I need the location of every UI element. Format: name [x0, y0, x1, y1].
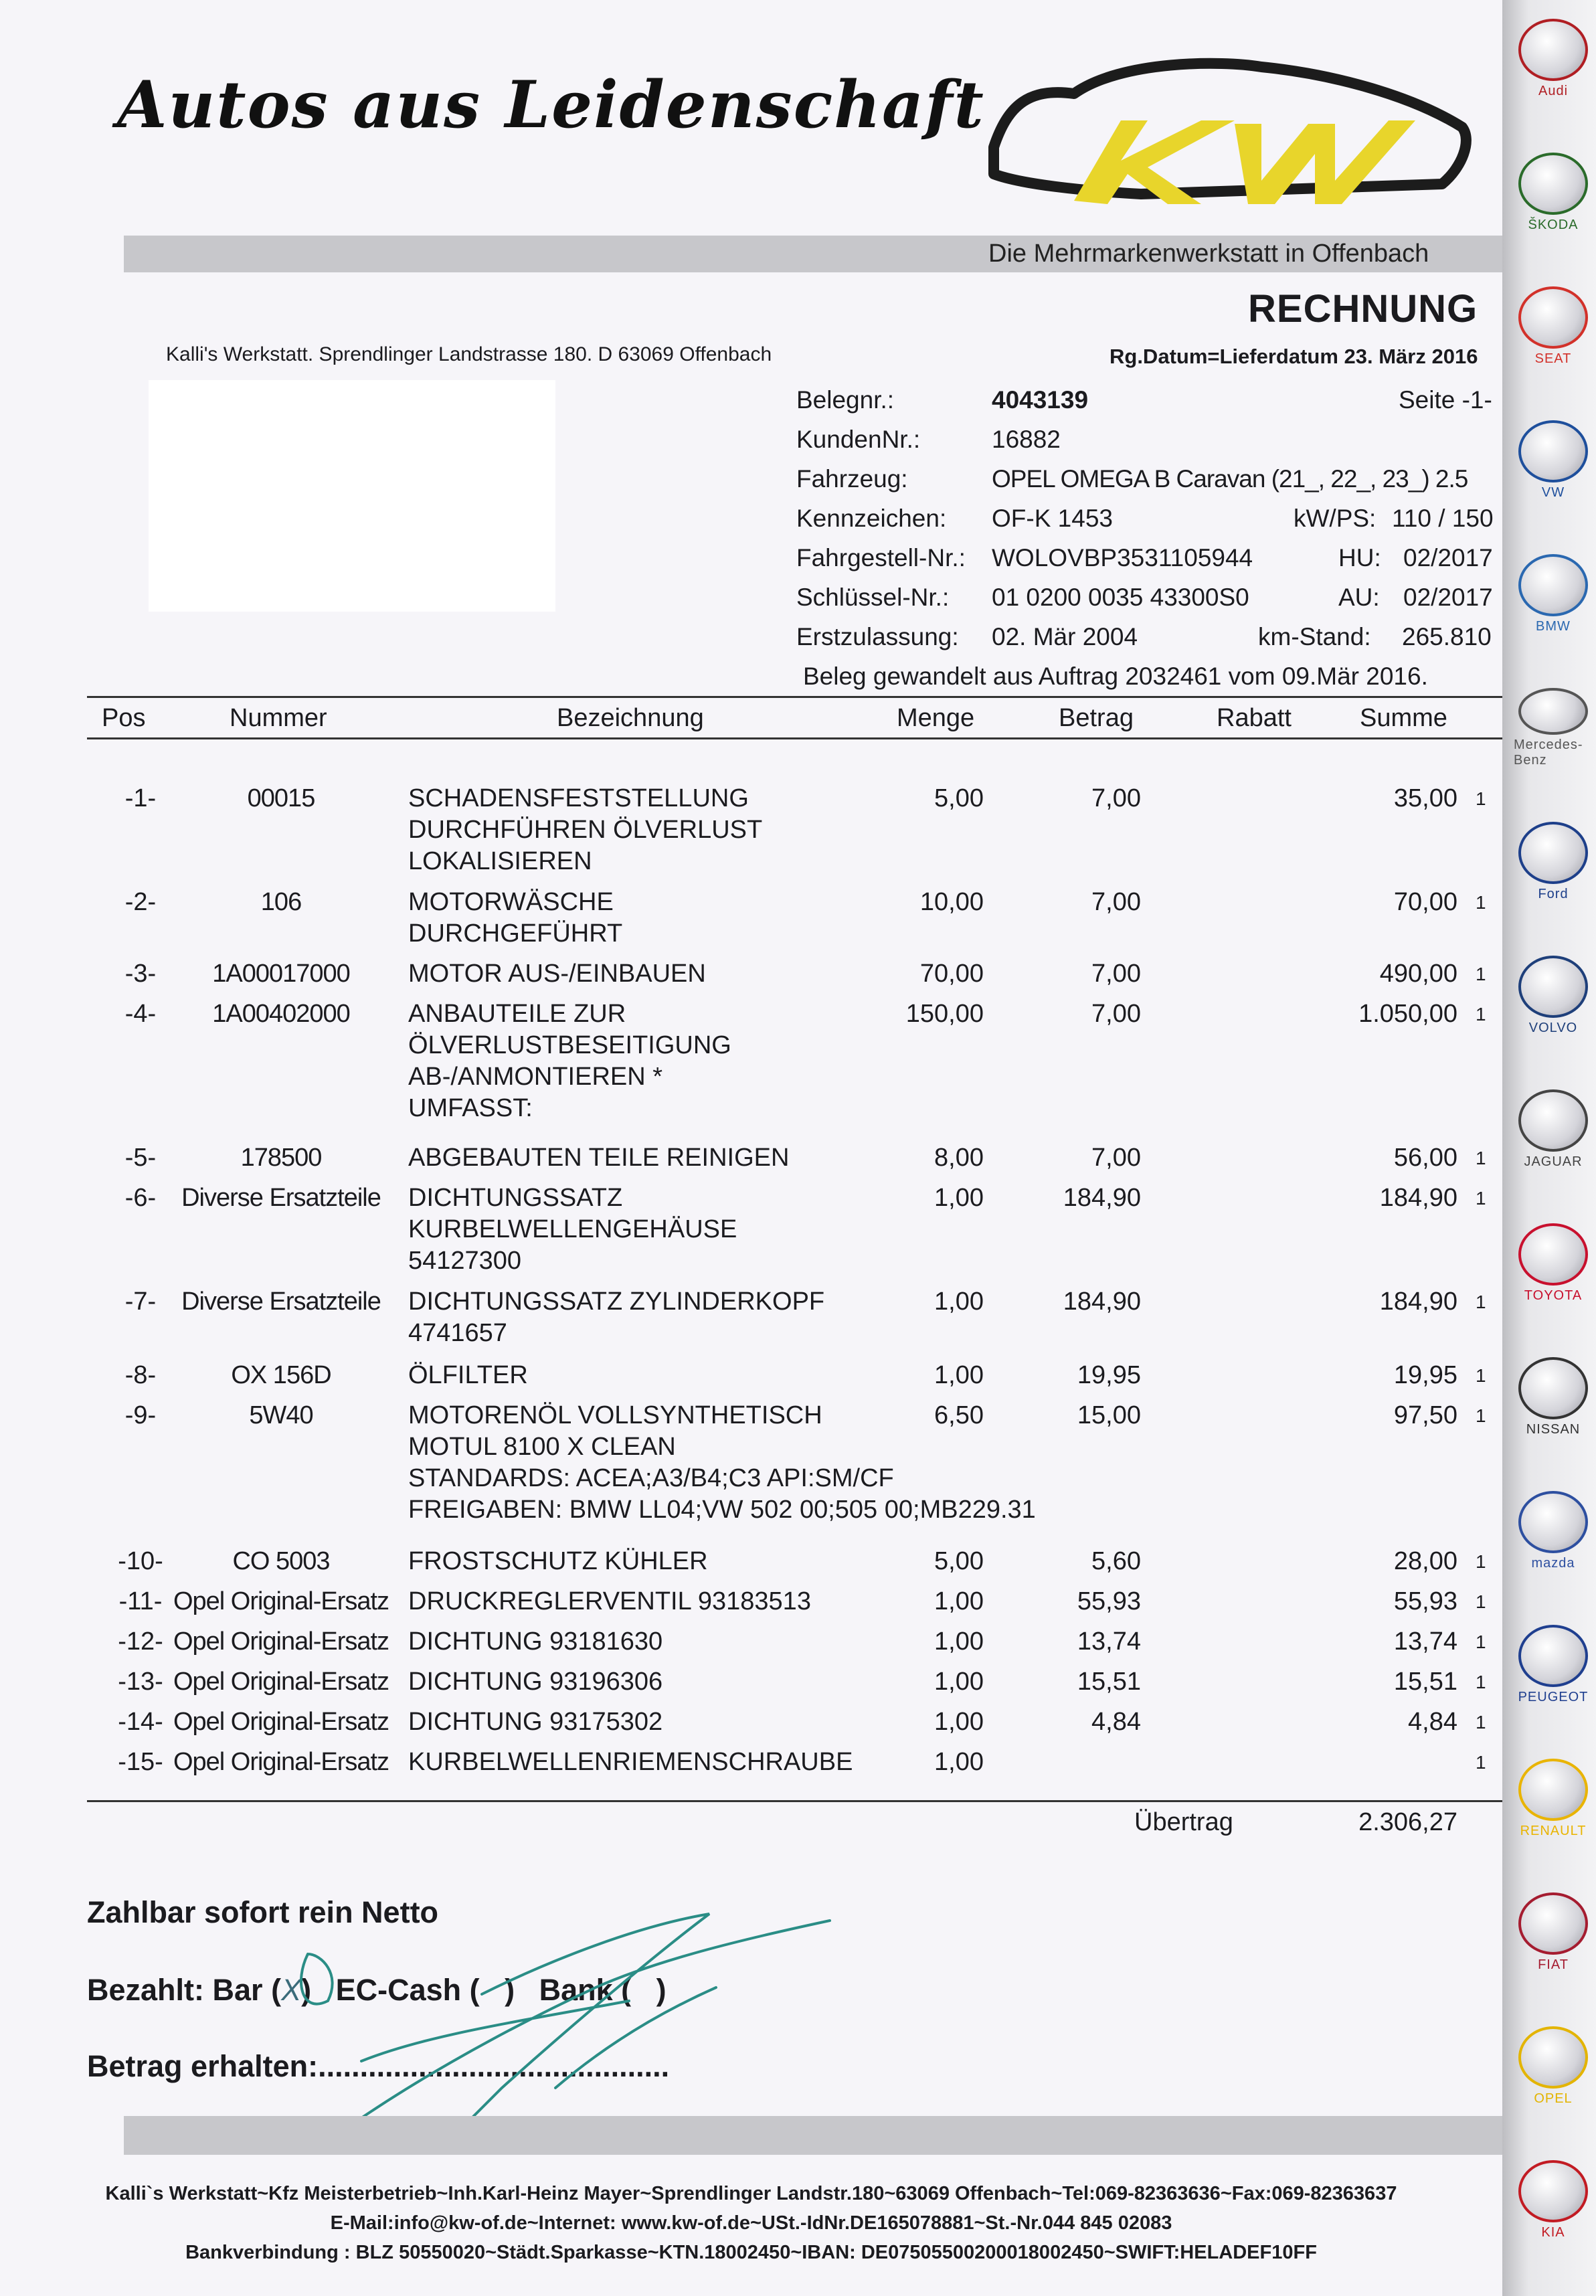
volvo-icon: [1518, 956, 1588, 1018]
row-bezeichnung-line: ANBAUTEILE ZUR: [408, 1000, 626, 1028]
row-nummer: 00015: [247, 784, 315, 812]
brand-label: PEUGEOT: [1518, 1690, 1589, 1704]
seat-icon: [1518, 286, 1588, 349]
footer-line-2: E-Mail:info@kw-of.de~Internet: www.kw-of.de~USt.-IdNr.DE165078881~St.-Nr.044 845 02083: [330, 2212, 1172, 2234]
row-pos: -8-: [124, 1361, 157, 1389]
row-bezeichnung-line: DICHTUNGSSATZ ZYLINDERKOPF: [408, 1288, 825, 1316]
row-bezeichnung-line: KURBELWELLENGEHÄUSE: [408, 1215, 737, 1243]
brand-label: KIA: [1541, 2225, 1565, 2240]
row-summe: 28,00: [1393, 1547, 1457, 1575]
brand-logo: [1514, 2160, 1593, 2240]
brand-logo: [1514, 2026, 1593, 2107]
row-bezeichnung-line: 4741657: [408, 1319, 507, 1347]
brand-label: TOYOTA: [1524, 1288, 1583, 1303]
redacted-address: [149, 380, 555, 612]
skoda-icon: [1518, 153, 1588, 215]
brand-label: BMW: [1536, 619, 1571, 634]
row-menge: 70,00: [919, 960, 984, 988]
vw-icon: [1518, 420, 1588, 482]
uebertrag-label: Übertrag: [1134, 1808, 1233, 1836]
row-bezeichnung-line: SCHADENSFESTSTELLUNG: [408, 784, 749, 812]
mazda-icon: [1518, 1491, 1588, 1553]
row-bezeichnung-line: AB-/ANMONTIEREN *: [408, 1063, 663, 1091]
row-bezeichnung-line: KURBELWELLENRIEMENSCHRAUBE: [408, 1748, 853, 1776]
row-menge: 1,00: [934, 1184, 984, 1212]
row-pos: -15-: [118, 1748, 163, 1776]
row-menge: 150,00: [905, 1000, 984, 1028]
brand-label: ŠKODA: [1528, 217, 1579, 232]
row-bezeichnung-line: DURCHGEFÜHRT: [408, 919, 623, 948]
sender-line: Kalli's Werkstatt. Sprendlinger Landstrasse 180. D 63069 Offenbach: [166, 343, 772, 365]
row-summe: 184,90: [1379, 1288, 1457, 1316]
bar-mark: X: [281, 1973, 302, 2007]
row-menge: 1,00: [934, 1361, 984, 1389]
col-menge: Menge: [897, 704, 975, 732]
row-betrag: 7,00: [1091, 784, 1141, 812]
footer-line-3: Bankverbindung : BLZ 50550020~Städt.Sparkasse~KTN.18002450~IBAN: DE07505500200018002450~SWIFT:HELADEF10FF: [185, 2242, 1317, 2263]
kwps-value: 110 / 150: [1392, 505, 1494, 532]
belegnr-value: 4043139: [992, 386, 1089, 414]
row-flag: 1: [1476, 1551, 1486, 1572]
row-flag: 1: [1476, 1591, 1486, 1612]
row-pos: -11-: [118, 1587, 163, 1615]
peugeot-icon: [1518, 1625, 1588, 1687]
payment-terms: Zahlbar sofort rein Netto: [87, 1895, 439, 1929]
brand-logo: [1514, 1357, 1593, 1437]
amount-received: Betrag erhalten:..........................................: [87, 2049, 670, 2083]
row-bezeichnung-line: FREIGABEN: BMW LL04;VW 502 00;505 00;MB229.31: [408, 1496, 1036, 1524]
row-pos: -3-: [124, 960, 157, 988]
row-betrag: 7,00: [1091, 960, 1141, 988]
fiat-icon: [1518, 1892, 1588, 1955]
ford-oval-icon: [1518, 822, 1588, 884]
row-pos: -13-: [118, 1668, 163, 1696]
brand-logo: [1514, 153, 1593, 233]
belegnr-label: Belegnr.:: [796, 386, 895, 414]
bank-option: Bank ( ): [539, 1973, 667, 2007]
nissan-icon: [1518, 1357, 1588, 1419]
row-bezeichnung-line: MOTORENÖL VOLLSYNTHETISCH: [408, 1401, 822, 1429]
row-flag: 1: [1476, 892, 1486, 913]
au-label: AU:: [1338, 584, 1380, 611]
kwps-label: kW/PS:: [1294, 505, 1377, 532]
row-bezeichnung-line: ÖLFILTER: [408, 1361, 528, 1389]
row-summe: 184,90: [1379, 1184, 1457, 1212]
row-bezeichnung-line: MOTUL 8100 X CLEAN: [408, 1433, 676, 1461]
row-pos: -7-: [124, 1288, 157, 1316]
row-pos: -1-: [124, 784, 157, 812]
au-value: 02/2017: [1403, 584, 1493, 611]
row-summe: 35,00: [1393, 784, 1457, 812]
row-bezeichnung-line: STANDARDS: ACEA;A3/B4;C3 API:SM/CF: [408, 1464, 894, 1492]
row-pos: -2-: [124, 888, 157, 916]
bar-option: Bar (: [212, 1973, 282, 2007]
row-nummer: 106: [260, 888, 302, 916]
fahrgestell-value: WOLOVBP3531105944: [992, 544, 1253, 571]
brand-logo: [1514, 1625, 1593, 1705]
page-number: Seite -1-: [1399, 386, 1492, 414]
erstzulassung-value: 02. Mär 2004: [992, 623, 1138, 650]
row-bezeichnung-line: LOKALISIEREN: [408, 847, 592, 875]
footer-line-1: Kalli`s Werkstatt~Kfz Meisterbetrieb~Inh.Karl-Heinz Mayer~Sprendlinger Landstr.180~63069 Offenbach~Tel:069-82363636~Fax:069-82363637: [105, 2183, 1397, 2204]
kmstand-value: 265.810: [1402, 623, 1492, 650]
row-menge: 1,00: [934, 1587, 984, 1615]
hu-label: HU:: [1338, 544, 1381, 571]
row-bezeichnung-line: 54127300: [408, 1247, 522, 1275]
brand-label: Ford: [1538, 887, 1569, 901]
brand-logo: [1514, 1759, 1593, 1839]
row-flag: 1: [1476, 1405, 1486, 1426]
eccash-option: EC-Cash ( ): [335, 1973, 515, 2007]
row-flag: 1: [1476, 1188, 1486, 1209]
table-bottom-rule: [87, 1800, 1502, 1802]
row-flag: 1: [1476, 1672, 1486, 1692]
invoice-date: Rg.Datum=Lieferdatum 23. März 2016: [1110, 345, 1478, 368]
brand-label: SEAT: [1534, 351, 1572, 366]
jaguar-icon: [1518, 1089, 1588, 1152]
brand-label: RENAULT: [1520, 1824, 1587, 1838]
row-nummer: Opel Original-Ersatz: [173, 1748, 389, 1776]
col-betrag: Betrag: [1059, 704, 1134, 732]
kia-icon: [1518, 2160, 1588, 2222]
footer-bar: [124, 2116, 1502, 2155]
row-bezeichnung-line: MOTORWÄSCHE: [408, 888, 614, 916]
kundennr-label: KundenNr.:: [796, 426, 921, 453]
row-betrag: 184,90: [1063, 1184, 1141, 1212]
row-nummer: Opel Original-Ersatz: [173, 1708, 389, 1736]
row-betrag: 184,90: [1063, 1288, 1141, 1316]
fahrzeug-value: OPEL OMEGA B Caravan (21_, 22_, 23_) 2.5: [992, 465, 1468, 493]
slogan: Autos aus Leidenschaft: [117, 67, 985, 143]
brand-label: mazda: [1531, 1556, 1575, 1571]
row-bezeichnung-line: DURCHFÜHREN ÖLVERLUST: [408, 816, 763, 844]
row-menge: 10,00: [919, 888, 984, 916]
schluessel-value: 01 0200 0035 43300S0: [992, 584, 1249, 611]
brand-label: JAGUAR: [1524, 1154, 1583, 1169]
brand-label: FIAT: [1538, 1957, 1569, 1972]
row-menge: 1,00: [934, 1748, 984, 1776]
kw-logo: [980, 47, 1489, 221]
kmstand-label: km-Stand:: [1258, 623, 1371, 650]
row-betrag: 5,60: [1091, 1547, 1141, 1575]
brand-logo: [1514, 1491, 1593, 1571]
row-menge: 8,00: [934, 1144, 984, 1172]
row-nummer: Diverse Ersatzteile: [181, 1184, 381, 1212]
row-flag: 1: [1476, 1292, 1486, 1312]
row-summe: 56,00: [1393, 1144, 1457, 1172]
row-menge: 5,00: [934, 784, 984, 812]
row-pos: -6-: [124, 1184, 157, 1212]
row-nummer: 5W40: [249, 1401, 313, 1429]
row-bezeichnung-line: DICHTUNG 93181630: [408, 1627, 663, 1656]
col-pos: Pos: [102, 704, 146, 732]
beleg-note: Beleg gewandelt aus Auftrag 2032461 vom 09.Mär 2016.: [803, 663, 1428, 690]
row-flag: 1: [1476, 1148, 1486, 1168]
document-title: RECHNUNG: [1248, 287, 1478, 331]
row-flag: 1: [1476, 1365, 1486, 1386]
row-betrag: 15,00: [1077, 1401, 1141, 1429]
col-rabatt: Rabatt: [1217, 704, 1292, 732]
brand-logo: [1514, 688, 1593, 768]
row-menge: 1,00: [934, 1668, 984, 1696]
row-bezeichnung-line: DRUCKREGLERVENTIL 93183513: [408, 1587, 811, 1615]
erstzulassung-label: Erstzulassung:: [796, 623, 959, 650]
row-bezeichnung-line: ÖLVERLUSTBESEITIGUNG: [408, 1031, 731, 1059]
brand-label: Mercedes-Benz: [1514, 737, 1583, 768]
row-menge: 6,50: [934, 1401, 984, 1429]
brand-logo: [1514, 1223, 1593, 1304]
row-betrag: 7,00: [1091, 1144, 1141, 1172]
brand-label: OPEL: [1534, 2091, 1573, 2106]
row-menge: 1,00: [934, 1708, 984, 1736]
brand-logo: [1514, 1089, 1593, 1170]
uebertrag-value: 2.306,27: [1358, 1808, 1457, 1836]
row-nummer: 1A00402000: [212, 1000, 350, 1028]
row-betrag: 7,00: [1091, 1000, 1141, 1028]
row-flag: 1: [1476, 1631, 1486, 1652]
mercedes-star-icon: [1518, 688, 1588, 735]
kennzeichen-label: Kennzeichen:: [796, 505, 947, 532]
renault-icon: [1518, 1759, 1588, 1821]
brand-label: NISSAN: [1526, 1422, 1581, 1437]
brand-logo: [1514, 822, 1593, 902]
row-summe: 4,84: [1408, 1708, 1457, 1736]
row-pos: -12-: [118, 1627, 163, 1656]
brand-logo: [1514, 554, 1593, 634]
brand-logo: [1514, 286, 1593, 367]
table-top-rule: [87, 696, 1502, 698]
kennzeichen-value: OF-K 1453: [992, 505, 1113, 532]
row-nummer: 178500: [240, 1144, 322, 1172]
row-bezeichnung-line: MOTOR AUS-/EINBAUEN: [408, 960, 706, 988]
row-pos: -14-: [118, 1708, 163, 1736]
row-flag: 1: [1476, 1712, 1486, 1733]
row-betrag: 19,95: [1077, 1361, 1141, 1389]
row-summe: 13,74: [1393, 1627, 1457, 1656]
row-nummer: OX 156D: [231, 1361, 331, 1389]
fahrgestell-label: Fahrgestell-Nr.:: [796, 544, 966, 571]
bmw-icon: [1518, 554, 1588, 616]
row-pos: -9-: [124, 1401, 157, 1429]
logo-text: KW: [1355, 201, 1366, 208]
row-menge: 5,00: [934, 1547, 984, 1575]
brand-label: VOLVO: [1528, 1021, 1578, 1035]
row-bezeichnung-line: DICHTUNGSSATZ: [408, 1184, 623, 1212]
row-betrag: 55,93: [1077, 1587, 1141, 1615]
row-summe: 19,95: [1393, 1361, 1457, 1389]
bar-close: ): [301, 1973, 312, 2007]
brand-label: Audi: [1538, 84, 1569, 98]
row-nummer: 1A00017000: [212, 960, 350, 988]
row-flag: 1: [1476, 1752, 1486, 1773]
brand-logo: [1514, 1892, 1593, 1973]
paid-label: Bezahlt:: [87, 1973, 205, 2007]
row-pos: -10-: [118, 1547, 163, 1575]
tagline: Die Mehrmarkenwerkstatt in Offenbach: [988, 240, 1429, 268]
kundennr-value: 16882: [992, 426, 1061, 453]
brand-logo: [1514, 420, 1593, 501]
row-nummer: Diverse Ersatzteile: [181, 1288, 381, 1316]
row-pos: -4-: [124, 1000, 157, 1028]
hu-value: 02/2017: [1403, 544, 1493, 571]
schluessel-label: Schlüssel-Nr.:: [796, 584, 950, 611]
row-summe: 1.050,00: [1358, 1000, 1457, 1028]
row-summe: 70,00: [1393, 888, 1457, 916]
col-bezeichnung: Bezeichnung: [557, 704, 704, 732]
row-nummer: CO 5003: [232, 1547, 330, 1575]
opel-icon: [1518, 2026, 1588, 2089]
row-betrag: 4,84: [1091, 1708, 1141, 1736]
row-bezeichnung-line: ABGEBAUTEN TEILE REINIGEN: [408, 1144, 790, 1172]
col-nummer: Nummer: [230, 704, 327, 732]
row-nummer: Opel Original-Ersatz: [173, 1587, 389, 1615]
row-betrag: 7,00: [1091, 888, 1141, 916]
row-summe: 15,51: [1393, 1668, 1457, 1696]
fahrzeug-label: Fahrzeug:: [796, 465, 908, 493]
row-bezeichnung-line: DICHTUNG 93175302: [408, 1708, 663, 1736]
row-betrag: 15,51: [1077, 1668, 1141, 1696]
col-summe: Summe: [1360, 704, 1447, 732]
row-nummer: Opel Original-Ersatz: [173, 1668, 389, 1696]
row-flag: 1: [1476, 1004, 1486, 1025]
brand-label: VW: [1541, 485, 1565, 500]
table-header-rule: [87, 737, 1502, 739]
row-flag: 1: [1476, 964, 1486, 984]
row-menge: 1,00: [934, 1627, 984, 1656]
row-bezeichnung-line: DICHTUNG 93196306: [408, 1668, 663, 1696]
row-summe: 97,50: [1393, 1401, 1457, 1429]
row-summe: 490,00: [1379, 960, 1457, 988]
row-bezeichnung-line: UMFASST:: [408, 1094, 533, 1122]
row-pos: -5-: [124, 1144, 157, 1172]
row-menge: 1,00: [934, 1288, 984, 1316]
audi-rings-icon: [1518, 19, 1588, 81]
toyota-icon: [1518, 1223, 1588, 1286]
row-flag: 1: [1476, 788, 1486, 809]
row-summe: 55,93: [1393, 1587, 1457, 1615]
row-bezeichnung-line: FROSTSCHUTZ KÜHLER: [408, 1547, 708, 1575]
row-nummer: Opel Original-Ersatz: [173, 1627, 389, 1656]
brand-logo: [1514, 956, 1593, 1036]
brand-logo: [1514, 19, 1593, 99]
row-betrag: 13,74: [1077, 1627, 1141, 1656]
